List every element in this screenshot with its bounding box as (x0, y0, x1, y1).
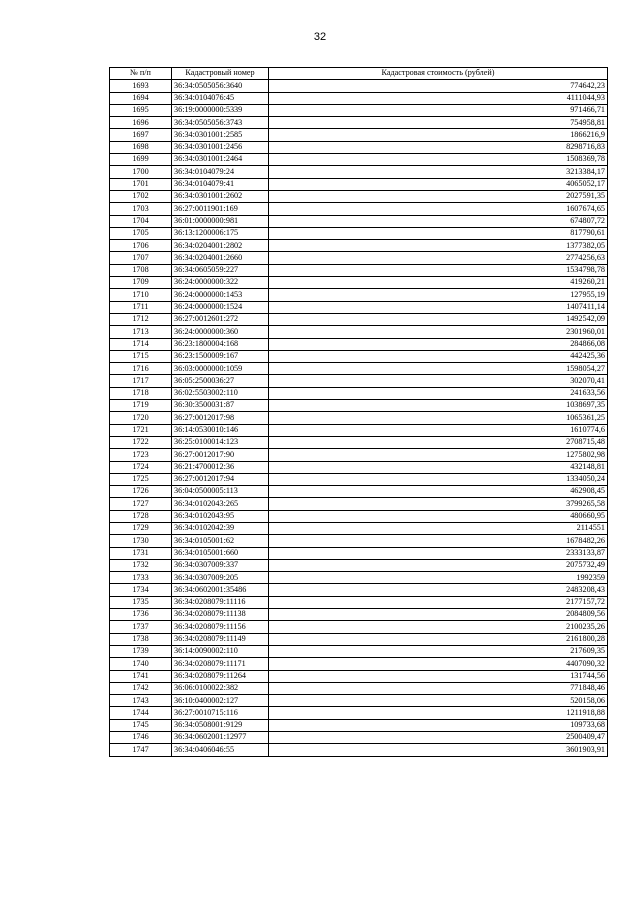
table-row (110, 424, 608, 436)
cadastral-value-cell: 241633,56 (269, 387, 608, 399)
table-row (110, 535, 608, 547)
row-number-cell: 1721 (110, 424, 172, 436)
table-row (110, 486, 608, 498)
table-row (110, 240, 608, 252)
row-number-cell: 1739 (110, 645, 172, 657)
row-number-cell: 1737 (110, 621, 172, 633)
cadastral-number-cell: 36:34:0208079:11264 (172, 670, 269, 682)
cadastral-value-cell: 2100235,26 (269, 621, 608, 633)
cadastral-number-cell: 36:23:1800004:168 (172, 338, 269, 350)
table-row (110, 609, 608, 621)
cadastral-value-cell: 3601903,91 (269, 744, 608, 756)
cadastral-number-cell: 36:34:0105001:660 (172, 547, 269, 559)
cadastral-number-cell: 36:14:0090002:110 (172, 645, 269, 657)
table-row (110, 289, 608, 301)
cadastral-number-cell: 36:27:0012017:98 (172, 412, 269, 424)
table-row (110, 326, 608, 338)
table-row (110, 670, 608, 682)
table-row (110, 522, 608, 534)
row-number-cell: 1727 (110, 498, 172, 510)
table-row (110, 313, 608, 325)
table-row (110, 264, 608, 276)
table-row (110, 375, 608, 387)
table-row (110, 732, 608, 744)
cadastral-number-cell: 36:23:1500009:167 (172, 350, 269, 362)
cadastral-value-cell: 2161800,28 (269, 633, 608, 645)
cadastral-value-cell: 3799265,58 (269, 498, 608, 510)
column-header-cadastral-number: Кадастровый номер (172, 68, 269, 80)
table-row (110, 584, 608, 596)
table-row (110, 104, 608, 116)
table-row (110, 227, 608, 239)
table-row (110, 412, 608, 424)
cadastral-value-cell: 1065361,25 (269, 412, 608, 424)
row-number-cell: 1740 (110, 658, 172, 670)
cadastral-number-cell: 36:34:0208079:11149 (172, 633, 269, 645)
table-row (110, 695, 608, 707)
table-header-row (110, 68, 608, 80)
cadastral-value-cell: 1334050,24 (269, 473, 608, 485)
cadastral-value-cell: 1211918,88 (269, 707, 608, 719)
table-row (110, 338, 608, 350)
row-number-cell: 1695 (110, 104, 172, 116)
table-row (110, 719, 608, 731)
row-number-cell: 1733 (110, 572, 172, 584)
cadastral-number-cell: 36:27:0012601:272 (172, 313, 269, 325)
row-number-cell: 1713 (110, 326, 172, 338)
table-row (110, 350, 608, 362)
row-number-cell: 1697 (110, 129, 172, 141)
row-number-cell: 1704 (110, 215, 172, 227)
row-number-cell: 1723 (110, 449, 172, 461)
cadastral-value-cell: 2708715,48 (269, 436, 608, 448)
cadastral-value-cell: 462908,45 (269, 486, 608, 498)
cadastral-value-cell: 419260,21 (269, 277, 608, 289)
cadastral-number-cell: 36:34:0102043:95 (172, 510, 269, 522)
cadastral-number-cell: 36:34:0307009:205 (172, 572, 269, 584)
cadastral-number-cell: 36:34:0102042:39 (172, 522, 269, 534)
cadastral-number-cell: 36:34:0605059:227 (172, 264, 269, 276)
table-row (110, 92, 608, 104)
cadastral-number-cell: 36:34:0104079:24 (172, 166, 269, 178)
row-number-cell: 1711 (110, 301, 172, 313)
row-number-cell: 1725 (110, 473, 172, 485)
cadastral-number-cell: 36:04:0500005:113 (172, 486, 269, 498)
cadastral-value-cell: 2333133,87 (269, 547, 608, 559)
cadastral-value-cell: 109733,68 (269, 719, 608, 731)
cadastral-number-cell: 36:14:0530010:146 (172, 424, 269, 436)
page-number: 32 (313, 31, 327, 43)
cadastral-value-cell: 1866216,9 (269, 129, 608, 141)
cadastral-value-cell: 1275802,98 (269, 449, 608, 461)
table-row (110, 154, 608, 166)
cadastral-value-cell: 1607674,65 (269, 203, 608, 215)
cadastral-value-table (109, 67, 608, 757)
cadastral-number-cell: 36:34:0406046:55 (172, 744, 269, 756)
cadastral-number-cell: 36:34:0208079:11138 (172, 609, 269, 621)
cadastral-value-cell: 774642,23 (269, 80, 608, 92)
cadastral-value-cell: 217609,35 (269, 645, 608, 657)
table-row (110, 80, 608, 92)
cadastral-number-cell: 36:02:5503002:110 (172, 387, 269, 399)
table-row (110, 252, 608, 264)
row-number-cell: 1736 (110, 609, 172, 621)
row-number-cell: 1744 (110, 707, 172, 719)
row-number-cell: 1719 (110, 400, 172, 412)
table-row (110, 301, 608, 313)
cadastral-value-cell: 4111044,93 (269, 92, 608, 104)
table-row (110, 596, 608, 608)
row-number-cell: 1734 (110, 584, 172, 596)
cadastral-number-cell: 36:13:1200006:175 (172, 227, 269, 239)
row-number-cell: 1728 (110, 510, 172, 522)
cadastral-value-cell: 754958,81 (269, 117, 608, 129)
row-number-cell: 1746 (110, 732, 172, 744)
table-row (110, 744, 608, 756)
row-number-cell: 1735 (110, 596, 172, 608)
table-row (110, 473, 608, 485)
cadastral-value-cell: 442425,36 (269, 350, 608, 362)
table-row (110, 277, 608, 289)
row-number-cell: 1730 (110, 535, 172, 547)
row-number-cell: 1747 (110, 744, 172, 756)
cadastral-number-cell: 36:34:0104079:41 (172, 178, 269, 190)
row-number-cell: 1706 (110, 240, 172, 252)
cadastral-number-cell: 36:24:0000000:360 (172, 326, 269, 338)
table-row (110, 178, 608, 190)
cadastral-number-cell: 36:34:0301001:2585 (172, 129, 269, 141)
cadastral-value-cell: 131744,56 (269, 670, 608, 682)
cadastral-number-cell: 36:01:0000000:981 (172, 215, 269, 227)
cadastral-value-cell: 674807,72 (269, 215, 608, 227)
cadastral-value-cell: 2075732,49 (269, 559, 608, 571)
table-row (110, 645, 608, 657)
table-row (110, 449, 608, 461)
cadastral-number-cell: 36:34:0602001:35486 (172, 584, 269, 596)
cadastral-number-cell: 36:06:0100022:382 (172, 682, 269, 694)
cadastral-number-cell: 36:34:0208079:11116 (172, 596, 269, 608)
table-row (110, 682, 608, 694)
cadastral-number-cell: 36:30:3500031:87 (172, 400, 269, 412)
row-number-cell: 1742 (110, 682, 172, 694)
row-number-cell: 1722 (110, 436, 172, 448)
column-header-cadastral-value: Кадастровая стоимость (рублей) (269, 68, 608, 80)
cadastral-number-cell: 36:03:0000000:1059 (172, 363, 269, 375)
cadastral-value-cell: 2774256,63 (269, 252, 608, 264)
table-row (110, 141, 608, 153)
row-number-cell: 1696 (110, 117, 172, 129)
cadastral-number-cell: 36:24:0000000:322 (172, 277, 269, 289)
row-number-cell: 1700 (110, 166, 172, 178)
cadastral-value-cell: 2301960,01 (269, 326, 608, 338)
cadastral-number-cell: 36:34:0204001:2802 (172, 240, 269, 252)
table-row (110, 129, 608, 141)
table-row (110, 190, 608, 202)
row-number-cell: 1699 (110, 154, 172, 166)
row-number-cell: 1701 (110, 178, 172, 190)
table-row (110, 498, 608, 510)
cadastral-number-cell: 36:34:0208079:11156 (172, 621, 269, 633)
cadastral-number-cell: 36:34:0301001:2464 (172, 154, 269, 166)
row-number-cell: 1715 (110, 350, 172, 362)
cadastral-value-cell: 4065052,17 (269, 178, 608, 190)
cadastral-number-cell: 36:34:0208079:11171 (172, 658, 269, 670)
row-number-cell: 1738 (110, 633, 172, 645)
cadastral-value-cell: 1508369,78 (269, 154, 608, 166)
cadastral-number-cell: 36:27:0012017:94 (172, 473, 269, 485)
row-number-cell: 1693 (110, 80, 172, 92)
row-number-cell: 1708 (110, 264, 172, 276)
cadastral-number-cell: 36:27:0012017:90 (172, 449, 269, 461)
row-number-cell: 1741 (110, 670, 172, 682)
row-number-cell: 1709 (110, 277, 172, 289)
table-row (110, 436, 608, 448)
cadastral-value-cell: 2500409,47 (269, 732, 608, 744)
row-number-cell: 1707 (110, 252, 172, 264)
cadastral-value-cell: 2483208,43 (269, 584, 608, 596)
cadastral-value-cell: 480660,95 (269, 510, 608, 522)
row-number-cell: 1702 (110, 190, 172, 202)
cadastral-number-cell: 36:10:0400002:127 (172, 695, 269, 707)
table-row (110, 203, 608, 215)
cadastral-number-cell: 36:34:0505056:3743 (172, 117, 269, 129)
cadastral-number-cell: 36:05:2500036:27 (172, 375, 269, 387)
row-number-cell: 1698 (110, 141, 172, 153)
cadastral-number-cell: 36:34:0301001:2602 (172, 190, 269, 202)
cadastral-value-cell: 1598054,27 (269, 363, 608, 375)
row-number-cell: 1710 (110, 289, 172, 301)
cadastral-number-cell: 36:34:0508001:9129 (172, 719, 269, 731)
row-number-cell: 1712 (110, 313, 172, 325)
table-row (110, 572, 608, 584)
table-row (110, 658, 608, 670)
cadastral-value-cell: 302070,41 (269, 375, 608, 387)
table-row (110, 166, 608, 178)
cadastral-value-cell: 127955,19 (269, 289, 608, 301)
cadastral-value-cell: 1492542,09 (269, 313, 608, 325)
cadastral-number-cell: 36:34:0105001:62 (172, 535, 269, 547)
table-row (110, 387, 608, 399)
table-row (110, 633, 608, 645)
table-row (110, 461, 608, 473)
row-number-cell: 1720 (110, 412, 172, 424)
table-row (110, 117, 608, 129)
table-row (110, 510, 608, 522)
cadastral-value-cell: 817790,61 (269, 227, 608, 239)
cadastral-value-cell: 8298716,83 (269, 141, 608, 153)
cadastral-number-cell: 36:34:0102043:265 (172, 498, 269, 510)
table-row (110, 707, 608, 719)
row-number-cell: 1705 (110, 227, 172, 239)
table-body (110, 80, 608, 756)
cadastral-number-cell: 36:25:0100014:123 (172, 436, 269, 448)
cadastral-value-cell: 1992359 (269, 572, 608, 584)
cadastral-value-cell: 432148,81 (269, 461, 608, 473)
row-number-cell: 1732 (110, 559, 172, 571)
table-row (110, 547, 608, 559)
cadastral-value-cell: 284866,08 (269, 338, 608, 350)
row-number-cell: 1731 (110, 547, 172, 559)
cadastral-value-cell: 1407411,14 (269, 301, 608, 313)
row-number-cell: 1717 (110, 375, 172, 387)
cadastral-value-cell: 520158,06 (269, 695, 608, 707)
cadastral-value-cell: 771848,46 (269, 682, 608, 694)
row-number-cell: 1703 (110, 203, 172, 215)
cadastral-number-cell: 36:19:0000000:5339 (172, 104, 269, 116)
cadastral-value-cell: 971466,71 (269, 104, 608, 116)
cadastral-number-cell: 36:27:0010715:116 (172, 707, 269, 719)
row-number-cell: 1726 (110, 486, 172, 498)
cadastral-value-cell: 3213384,17 (269, 166, 608, 178)
cadastral-value-cell: 1678482,26 (269, 535, 608, 547)
cadastral-number-cell: 36:34:0602001:12977 (172, 732, 269, 744)
cadastral-number-cell: 36:34:0104076:45 (172, 92, 269, 104)
cadastral-value-cell: 1038697,35 (269, 400, 608, 412)
cadastral-value-cell: 2177157,72 (269, 596, 608, 608)
cadastral-number-cell: 36:34:0301001:2456 (172, 141, 269, 153)
cadastral-number-cell: 36:34:0204001:2660 (172, 252, 269, 264)
cadastral-value-cell: 4407090,32 (269, 658, 608, 670)
table-row (110, 363, 608, 375)
row-number-cell: 1718 (110, 387, 172, 399)
table-row (110, 400, 608, 412)
cadastral-number-cell: 36:27:0011901:169 (172, 203, 269, 215)
cadastral-number-cell: 36:34:0505056:3640 (172, 80, 269, 92)
cadastral-number-cell: 36:34:0307009:337 (172, 559, 269, 571)
row-number-cell: 1714 (110, 338, 172, 350)
row-number-cell: 1745 (110, 719, 172, 731)
table-row (110, 559, 608, 571)
cadastral-value-cell: 1534798,78 (269, 264, 608, 276)
table-row (110, 215, 608, 227)
row-number-cell: 1743 (110, 695, 172, 707)
cadastral-value-cell: 1610774,6 (269, 424, 608, 436)
row-number-cell: 1724 (110, 461, 172, 473)
cadastral-value-cell: 2027591,35 (269, 190, 608, 202)
row-number-cell: 1694 (110, 92, 172, 104)
cadastral-number-cell: 36:21:4700012:36 (172, 461, 269, 473)
cadastral-value-cell: 2084809,56 (269, 609, 608, 621)
cadastral-value-cell: 2114551 (269, 522, 608, 534)
row-number-cell: 1729 (110, 522, 172, 534)
column-header-row-number: № п/п (110, 68, 172, 80)
row-number-cell: 1716 (110, 363, 172, 375)
cadastral-number-cell: 36:24:0000000:1453 (172, 289, 269, 301)
cadastral-number-cell: 36:24:0000000:1524 (172, 301, 269, 313)
cadastral-value-cell: 1377382,05 (269, 240, 608, 252)
table-row (110, 621, 608, 633)
